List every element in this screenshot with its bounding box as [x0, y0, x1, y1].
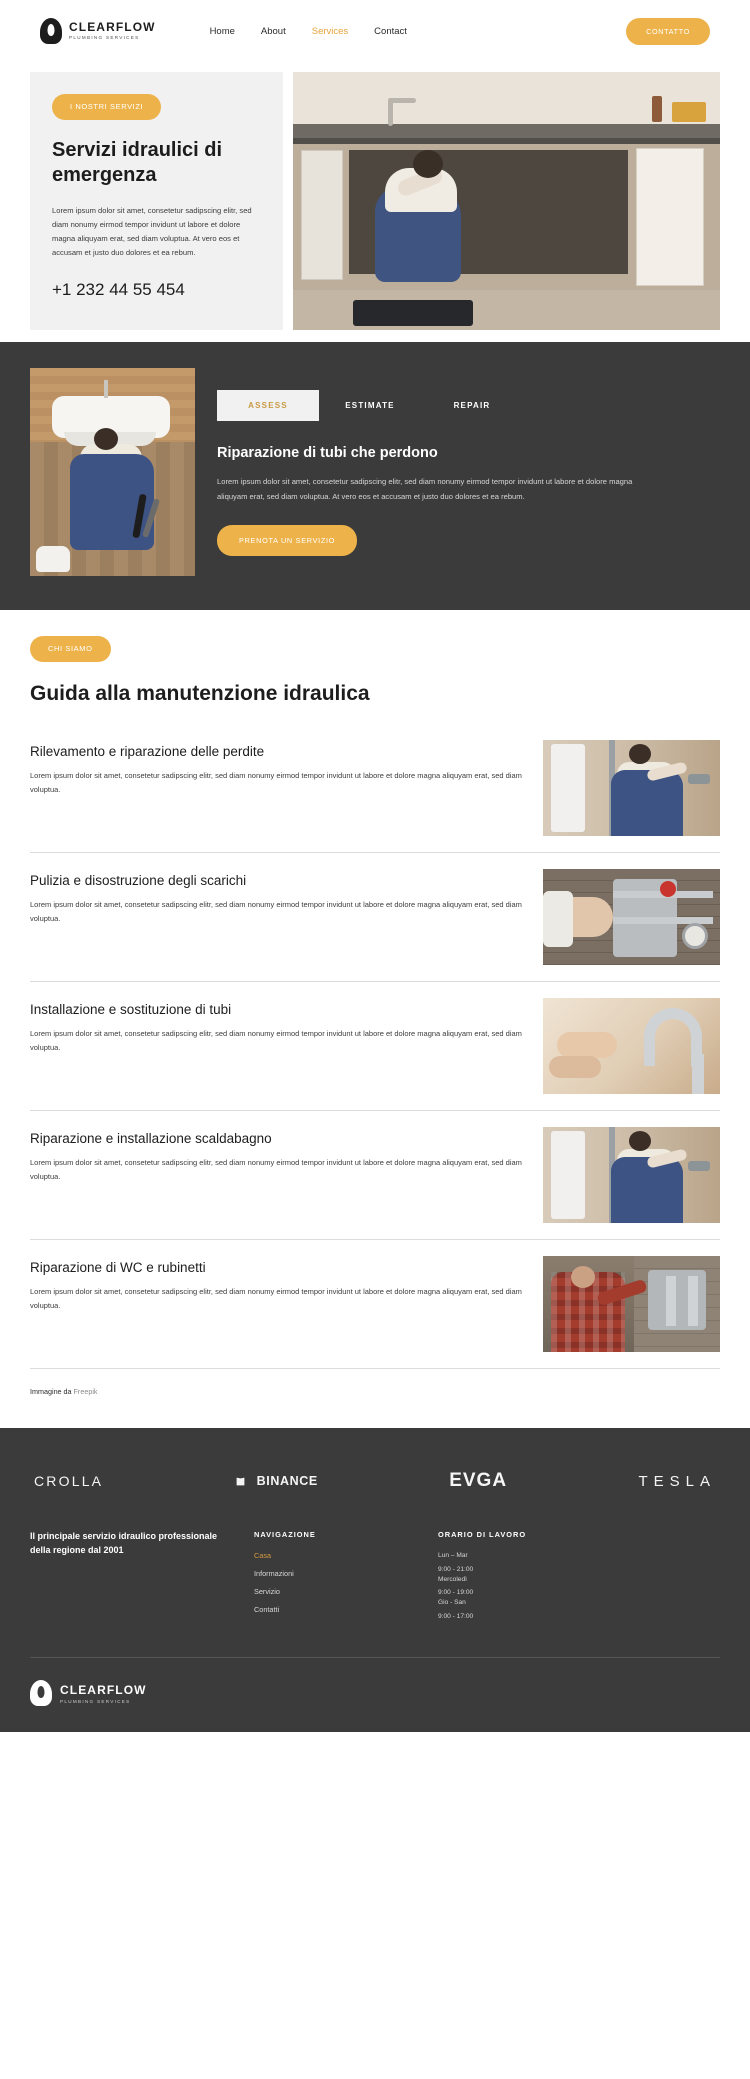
hours-days: Gio - San	[438, 1599, 466, 1607]
brand-logo-tesla: TESLA	[638, 1472, 716, 1490]
plumber-fixing-water-heater-photo	[543, 1127, 720, 1223]
water-drop-icon	[30, 1680, 52, 1706]
brand-logo-crolla: CROLLA	[34, 1473, 104, 1490]
hero-title: Servizi idraulici di emergenza	[52, 139, 223, 187]
hero-badge: I NOSTRI SERVIZI	[52, 94, 161, 120]
binance-diamond-icon	[232, 1474, 248, 1490]
chrome-faucet-closeup-photo	[543, 998, 720, 1094]
hours-time: 9:00 - 19:00	[438, 1589, 474, 1597]
main-nav	[210, 26, 407, 37]
footer-nav-heading: NAVIGAZIONE	[254, 1530, 316, 1540]
tab-estimate[interactable]: ESTIMATE	[345, 401, 395, 411]
guide-item-body: Lorem ipsum dolor sit amet, consetetur sadipscing elitr, sed diam nonumy eirmod tempor invidunt ut labore et dolore magna aliquyam erat, sed diam voluptua.	[30, 1158, 522, 1182]
guide-item-body: Lorem ipsum dolor sit amet, consetetur sadipscing elitr, sed diam nonumy eirmod tempor invidunt ut labore et dolore magna aliquyam erat, sed diam voluptua.	[30, 771, 522, 795]
service-title: Riparazione di tubi che perdono	[217, 445, 438, 462]
book-service-button[interactable]: PRENOTA UN SERVIZIO	[217, 525, 357, 556]
footer-logo-name: CLEARFLOW	[60, 1682, 147, 1697]
logo-tagline: PLUMBING SERVICES	[69, 34, 140, 40]
hero-section	[0, 62, 750, 330]
plumber-installing-washbasin-photo	[30, 368, 195, 576]
hero-phone[interactable]: +1 232 44 55 454	[52, 280, 185, 300]
plumber-working-on-pipes-photo	[543, 1256, 720, 1352]
site-footer	[0, 1428, 750, 1732]
list-item[interactable]	[30, 982, 720, 1111]
guide-title: Guida alla manutenzione idraulica	[30, 682, 370, 706]
credit-link[interactable]: Freepik	[73, 1387, 98, 1397]
service-body: Lorem ipsum dolor sit amet, consetetur sadipscing elitr, sed diam nonumy eirmod tempor invidunt ut labore et dolore magna aliquyam erat, sed diam voluptua. At vero eos et accusam et justo duo dolores et ea rebum.	[217, 477, 633, 502]
plumber-under-kitchen-sink-photo	[293, 72, 720, 330]
hours-days: Mercoledì	[438, 1575, 467, 1583]
footer-nav-item-servizio[interactable]: Servizio	[254, 1587, 280, 1597]
logo-name: CLEARFLOW	[69, 20, 156, 35]
guide-item-heading: Riparazione e installazione scaldabagno	[30, 1131, 272, 1147]
service-tabs	[217, 390, 720, 421]
nav-item-contact[interactable]: Contact	[374, 25, 407, 37]
contact-cta-button[interactable]: CONTATTO	[626, 18, 710, 45]
guide-item-heading: Pulizia e disostruzione degli scarichi	[30, 873, 247, 889]
nav-item-home[interactable]: Home	[209, 25, 235, 37]
footer-nav-item-informazioni[interactable]: Informazioni	[254, 1569, 294, 1579]
partner-logos	[30, 1462, 720, 1518]
guide-item-body: Lorem ipsum dolor sit amet, consetetur sadipscing elitr, sed diam nonumy eirmod tempor invidunt ut labore et dolore magna aliquyam erat, sed diam voluptua.	[30, 1287, 522, 1311]
nav-item-services[interactable]: Services	[311, 25, 349, 37]
footer-nav-item-casa[interactable]: Casa	[254, 1551, 272, 1561]
footer-columns	[30, 1518, 720, 1623]
guide-item-heading: Rilevamento e riparazione delle perdite	[30, 744, 265, 760]
guide-section	[0, 610, 750, 1428]
site-header	[0, 0, 750, 62]
guide-item-body: Lorem ipsum dolor sit amet, consetetur sadipscing elitr, sed diam nonumy eirmod tempor invidunt ut labore et dolore magna aliquyam erat, sed diam voluptua.	[30, 900, 522, 924]
guide-item-heading: Riparazione di WC e rubinetti	[30, 1260, 206, 1276]
plumber-fixing-wall-pipe-photo	[543, 740, 720, 836]
footer-nav	[254, 1530, 414, 1623]
service-image	[30, 368, 195, 576]
hero-text-panel	[30, 72, 283, 330]
footer-nav-item-contatti[interactable]: Contatti	[254, 1605, 280, 1615]
guide-item-body: Lorem ipsum dolor sit amet, consetetur sadipscing elitr, sed diam nonumy eirmod tempor invidunt ut labore et dolore magna aliquyam erat, sed diam voluptua.	[30, 1029, 522, 1053]
footer-tagline: Il principale servizio idraulico professionale della regione dal 2001	[30, 1531, 218, 1556]
list-item[interactable]	[30, 1240, 720, 1369]
list-item[interactable]	[30, 1111, 720, 1240]
footer-logo-tagline: PLUMBING SERVICES	[60, 1698, 131, 1704]
tab-repair[interactable]: REPAIR	[453, 401, 491, 411]
footer-hours	[438, 1530, 720, 1623]
service-section	[0, 342, 750, 610]
site-logo[interactable]	[40, 18, 156, 44]
guide-badge: CHI SIAMO	[30, 636, 111, 662]
hours-time: 9:00 - 17:00	[438, 1612, 474, 1620]
brand-logo-binance-label: BINANCE	[256, 1474, 318, 1489]
hand-adjusting-manifold-valve-photo	[543, 869, 720, 965]
footer-logo[interactable]	[30, 1658, 720, 1706]
brand-logo-binance	[235, 1474, 318, 1488]
hero-body: Lorem ipsum dolor sit amet, consetetur sadipscing elitr, sed diam nonumy eirmod tempor invidunt ut labore et dolore magna aliquyam erat, sed diam voluptua. At vero eos et accusam et justo duo dolores et ea rebum.	[52, 206, 252, 258]
guide-list	[30, 724, 720, 1369]
hours-time: 9:00 - 21:00	[438, 1565, 474, 1573]
nav-item-about[interactable]: About	[260, 25, 286, 37]
image-credit	[30, 1369, 720, 1418]
list-item[interactable]	[30, 724, 720, 853]
guide-item-heading: Installazione e sostituzione di tubi	[30, 1002, 232, 1018]
service-content	[217, 368, 720, 576]
list-item[interactable]	[30, 853, 720, 982]
brand-logo-evga: EVGA	[449, 1470, 508, 1492]
tab-assess[interactable]: ASSESS	[217, 390, 319, 421]
water-drop-icon	[40, 18, 62, 44]
hero-image	[293, 72, 720, 330]
footer-hours-heading: ORARIO DI LAVORO	[438, 1530, 527, 1540]
hours-days: Lun – Mar	[438, 1552, 468, 1560]
credit-prefix: Immagine da	[30, 1387, 74, 1397]
